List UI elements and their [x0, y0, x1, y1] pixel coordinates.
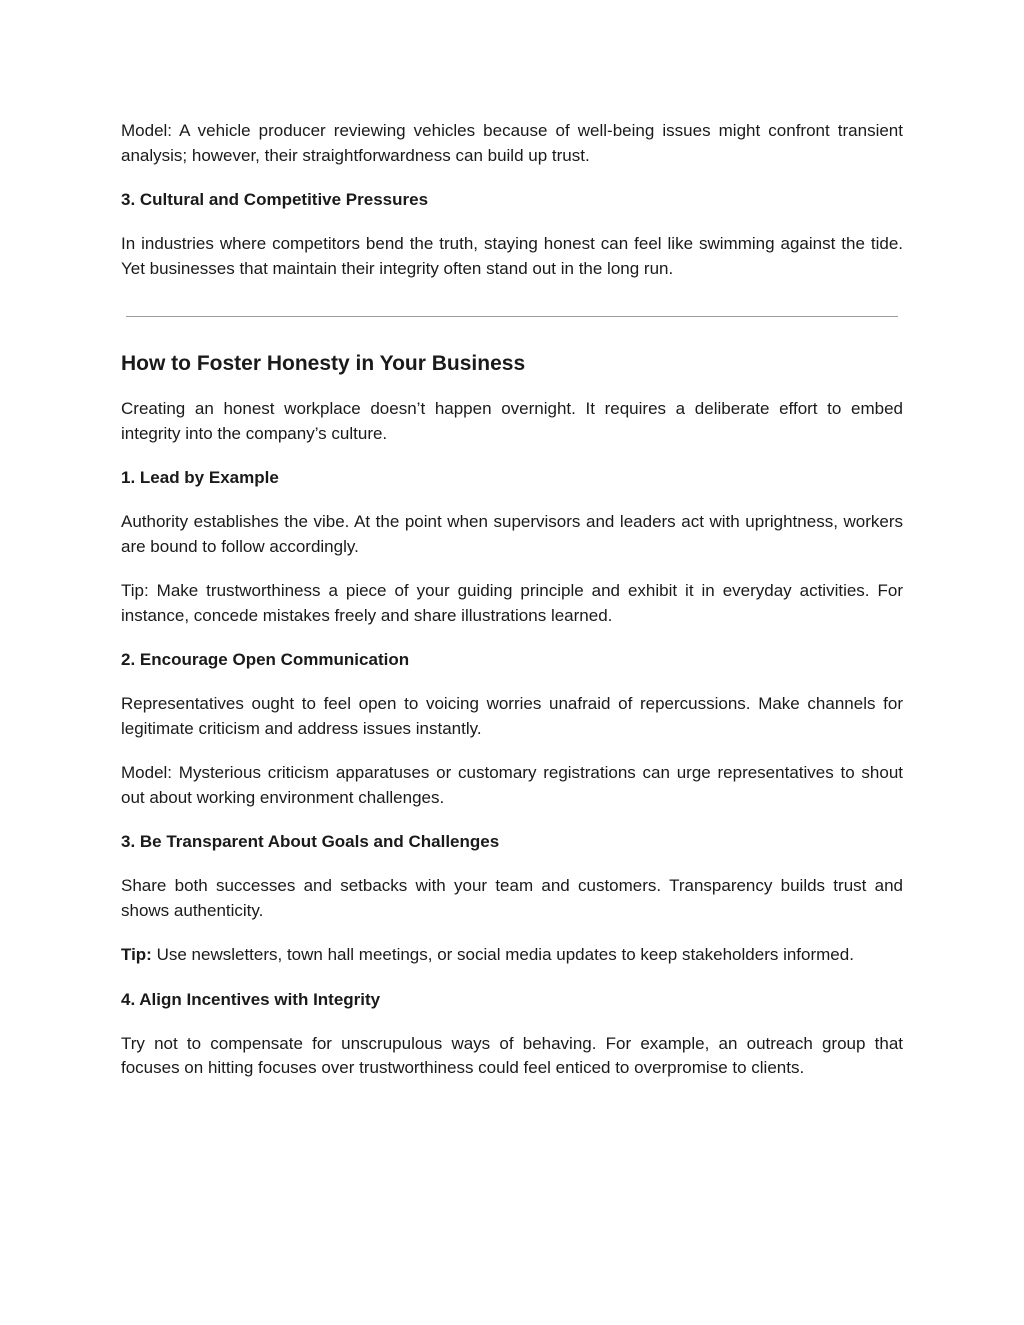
tip-text: Use newsletters, town hall meetings, or social media updates to keep stakeholders informed. — [151, 945, 854, 964]
incentives-paragraph: Try not to compensate for unscrupulous ways of behaving. For example, an outreach group that focuses on hitting focuses over trustworthiness could feel enticed to overpromise to clients. — [121, 1033, 903, 1077]
communication-model: Model: Mysterious criticism apparatuses or customary registrations can urge representatives to shout out about working environment challenges. — [121, 763, 903, 807]
pressures-heading: 3. Cultural and Competitive Pressures — [121, 190, 429, 209]
model-paragraph: Model: A vehicle producer reviewing vehicles because of well-being issues might confront transient analysis; however, their straightforwardness can build up trust. — [121, 121, 903, 165]
lead-paragraph: Authority establishes the vibe. At the point when supervisors and leaders act with uprightness, workers are bound to follow accordingly. — [121, 512, 903, 556]
transparency-tip — [121, 943, 903, 968]
lead-tip: Tip: Make trustworthiness a piece of your guiding principle and exhibit it in everyday activities. For instance, concede mistakes freely and share illustrations learned. — [121, 581, 903, 625]
section-intro: Creating an honest workplace doesn’t happen overnight. It requires a deliberate effort to embed integrity into the company’s culture. — [121, 399, 903, 443]
transparency-heading: 3. Be Transparent About Goals and Challenges — [121, 832, 500, 851]
horizontal-divider — [126, 316, 898, 317]
lead-heading: 1. Lead by Example — [121, 468, 279, 487]
section-title: How to Foster Honesty in Your Business — [121, 352, 526, 375]
pressures-paragraph: In industries where competitors bend the truth, staying honest can feel like swimming against the tide. Yet businesses that maintain their integrity often stand out in the long run. — [121, 234, 903, 278]
incentives-heading: 4. Align Incentives with Integrity — [121, 989, 381, 1009]
transparency-paragraph: Share both successes and setbacks with your team and customers. Transparency builds trust and shows authenticity. — [121, 876, 903, 920]
communication-paragraph: Representatives ought to feel open to voicing worries unafraid of repercussions. Make channels for legitimate criticism and address issues instantly. — [121, 694, 903, 738]
tip-label: Tip: — [121, 945, 152, 964]
communication-heading: 2. Encourage Open Communication — [121, 650, 410, 669]
